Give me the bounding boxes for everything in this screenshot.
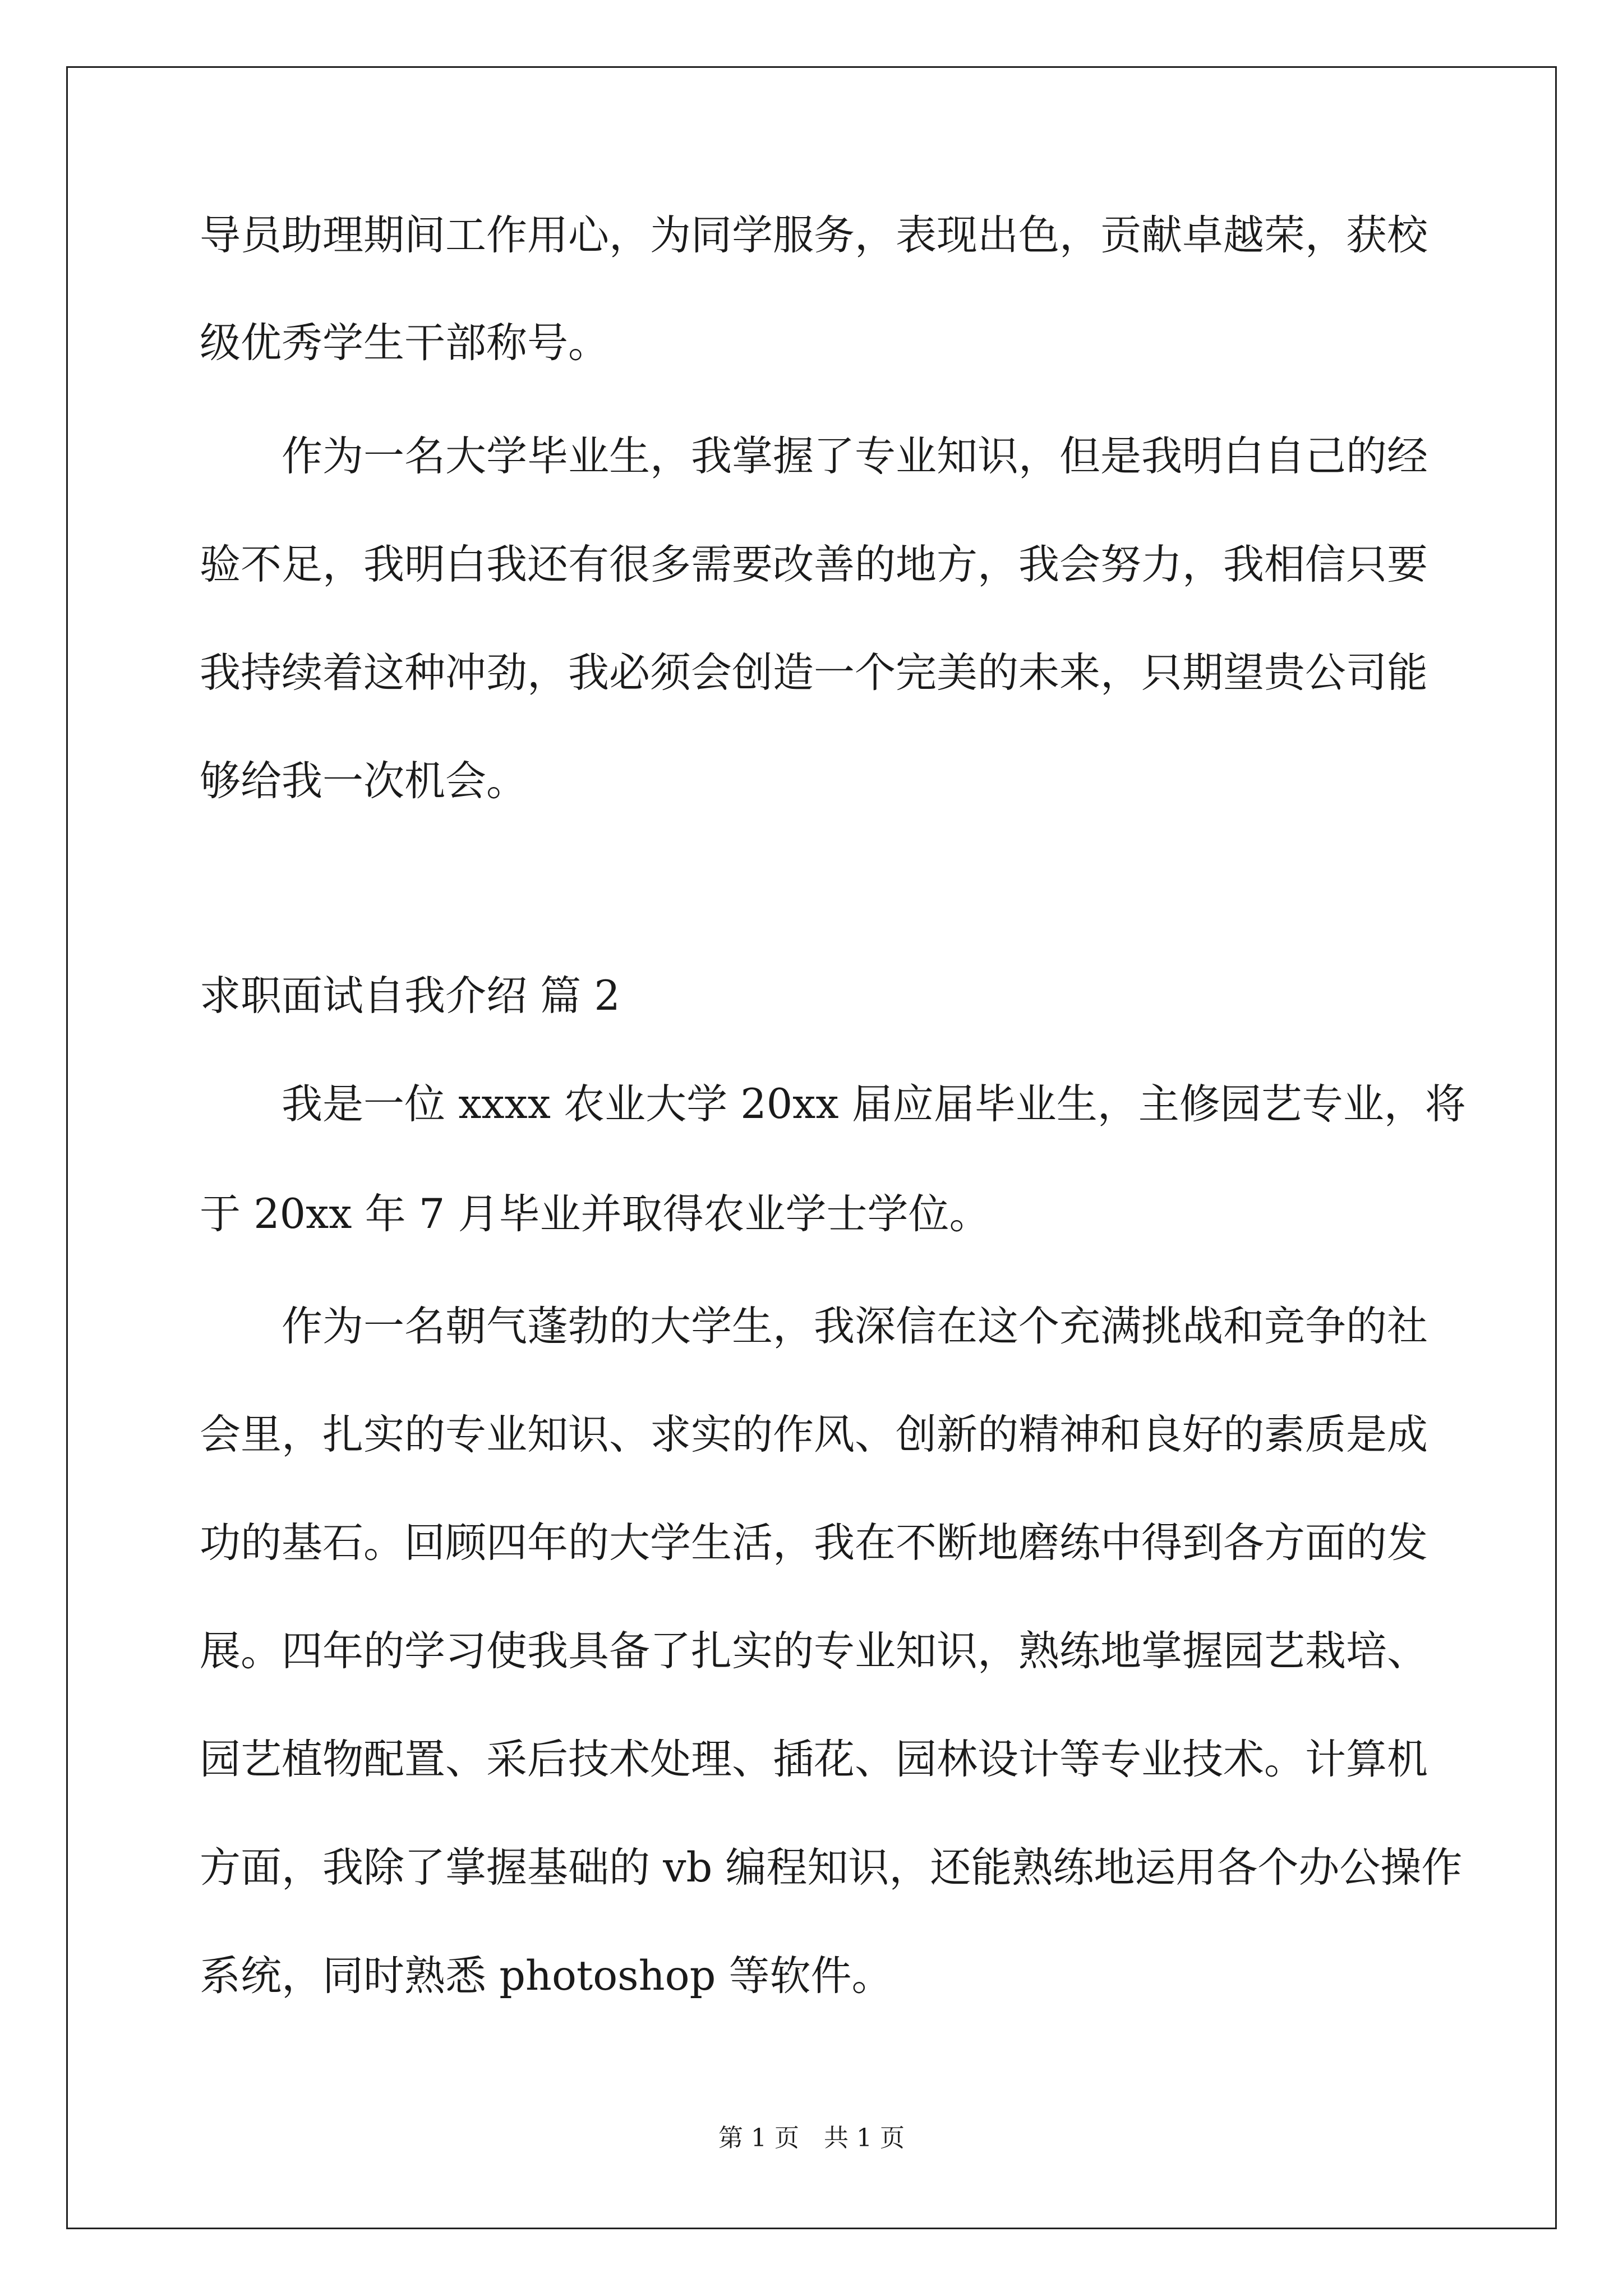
paragraph-line: 方面，我除了掌握基础的 vb 编程知识，还能熟练地运用各个办公操作: [200, 1844, 1463, 1892]
paragraph-line: 验不足，我明白我还有很多需要改善的地方，我会努力，我相信只要: [200, 541, 1428, 588]
paragraph-line: 园艺植物配置、采后技术处理、插花、园林设计等专业技术。计算机: [200, 1736, 1428, 1783]
paragraph-line: 作为一名朝气蓬勃的大学生，我深信在这个充满挑战和竞争的社: [282, 1303, 1428, 1350]
page-border: [66, 66, 1557, 2229]
paragraph-line: 级优秀学生干部称号。: [200, 319, 609, 367]
paragraph-line: 于 20xx 年 7 月毕业并取得农业学士学位。: [200, 1190, 990, 1238]
paragraph-line: 我是一位 xxxx 农业大学 20xx 届应届毕业生，主修园艺专业，将: [282, 1080, 1466, 1128]
page-number-footer: 第 1 页 共 1 页: [718, 2124, 905, 2152]
paragraph-line: 够给我一次机会。: [200, 757, 527, 805]
paragraph-line: 系统，同时熟悉 photoshop 等软件。: [200, 1952, 893, 2000]
paragraph-line: 我持续着这种冲劲，我必须会创造一个完美的未来，只期望贵公司能: [200, 649, 1428, 697]
paragraph-line: 会里，扎实的专业知识、求实的作风、创新的精神和良好的素质是成: [200, 1411, 1428, 1458]
paragraph-line: 作为一名大学毕业生，我掌握了专业知识，但是我明白自己的经: [282, 432, 1428, 480]
paragraph-line: 导员助理期间工作用心，为同学服务，表现出色，贡献卓越荣，获校: [200, 211, 1428, 259]
section-heading: 求职面试自我介绍 篇 2: [200, 972, 620, 1020]
paragraph-line: 展。四年的学习使我具备了扎实的专业知识，熟练地掌握园艺栽培、: [200, 1627, 1428, 1675]
paragraph-line: 功的基石。回顾四年的大学生活，我在不断地磨练中得到各方面的发: [200, 1519, 1428, 1567]
